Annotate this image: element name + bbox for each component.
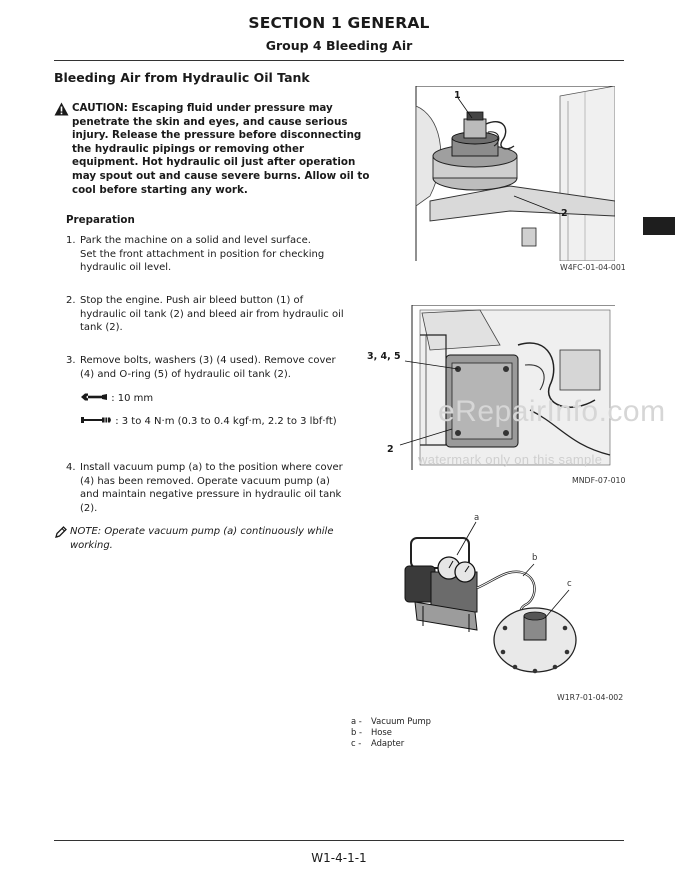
hydraulic-tank-cover-illustration (360, 305, 615, 470)
callout-2: 2 (387, 444, 394, 455)
legend-label: Vacuum Pump (371, 716, 431, 726)
callout-c: c (567, 579, 572, 589)
section-title: SECTION 1 GENERAL (248, 14, 430, 32)
footer-rule (54, 840, 624, 841)
legend-row (351, 716, 431, 727)
step-line: Remove bolts, washers (3) (4 used). Remove cover (80, 355, 336, 366)
note-line: NOTE: Operate vacuum pump (a) continuously while (70, 526, 334, 537)
step-line: Set the front attachment in position for checking (80, 248, 325, 260)
torque-spec (80, 415, 337, 427)
caution-line: CAUTION: Escaping fluid under pressure may (72, 102, 333, 114)
step-number: 4. (66, 462, 76, 473)
figure-tank-cover (360, 305, 615, 470)
legend-key: c - (351, 738, 362, 749)
vacuum-pump-illustration (395, 510, 620, 685)
step-line: (2). (80, 502, 98, 514)
wrench-icon (80, 392, 108, 402)
caution-line: cool before starting any work. (72, 183, 248, 196)
header-rule (54, 60, 624, 61)
legend-row (351, 727, 431, 738)
callout-1: 1 (454, 90, 461, 101)
step-line: tank (2). (80, 322, 123, 333)
figure-id: MNDF-07-010 (572, 476, 626, 485)
step-number: 2. (66, 295, 76, 306)
warning-triangle-icon (54, 102, 69, 116)
note-block (54, 525, 334, 553)
torque-value: : 3 to 4 N·m (0.3 to 0.4 kgf·m, 2.2 to 3 lbf·ft) (115, 416, 337, 427)
legend-key: b - (351, 727, 363, 738)
pencil-icon (54, 525, 68, 539)
step-number: 3. (66, 355, 76, 366)
hydraulic-tank-top-illustration (410, 86, 615, 261)
figure-legend (351, 716, 431, 750)
step-line: hydraulic oil tank (2) and bleed air from hydraulic oil (80, 308, 344, 320)
topic-title: Bleeding Air from Hydraulic Oil Tank (54, 70, 310, 85)
legend-label: Adapter (371, 738, 405, 749)
figure-vacuum-pump (395, 510, 620, 685)
figure-id: W4FC-01-04-001 (560, 263, 626, 272)
group-title: Group 4 Bleeding Air (265, 38, 413, 53)
legend-key: a - (351, 716, 362, 726)
section-tab-marker (643, 217, 675, 235)
legend-label: Hose (371, 727, 392, 738)
torque-wrench-icon (80, 415, 112, 425)
legend-row (351, 738, 431, 749)
caution-line: equipment. Hot hydraulic oil just after operation (72, 156, 356, 169)
watermark-site: eRepairInfo.com (438, 395, 666, 428)
page-number: W1-4-1-1 (311, 851, 367, 865)
figure-id: W1R7-01-04-002 (557, 693, 624, 702)
callout-a: a (474, 513, 480, 523)
watermark-sample: watermark only on this sample (418, 452, 603, 467)
caution-block (54, 102, 370, 197)
step-line: Stop the engine. Push air bleed button (1) of (80, 295, 304, 306)
step-line: (4) has been removed. Operate vacuum pump (a) (80, 475, 330, 487)
preparation-title: Preparation (66, 214, 135, 226)
step-number: 1. (66, 235, 76, 246)
callout-2: 2 (561, 208, 568, 219)
step-line: Install vacuum pump (a) to the position where cover (80, 462, 343, 473)
caution-line: the hydraulic pipings or removing other (72, 142, 305, 155)
caution-line: may spout out and cause severe burns. Allow oil to (72, 169, 370, 182)
caution-line: penetrate the skin and eyes, and cause serious (72, 115, 348, 128)
figure-air-bleed-button (410, 86, 615, 261)
callout-3-4-5: 3, 4, 5 (367, 351, 401, 362)
callout-b: b (532, 553, 538, 563)
wrench-size: : 10 mm (111, 393, 154, 404)
step-line: hydraulic oil level. (80, 262, 172, 273)
caution-line: injury. Release the pressure before disconnecting (72, 129, 362, 142)
step-line: Park the machine on a solid and level surface. (80, 235, 311, 246)
note-line: working. (70, 540, 113, 551)
step-line: and maintain negative pressure in hydraulic oil tank (80, 489, 342, 500)
step-line: (4) and O-ring (5) of hydraulic oil tank (2). (80, 368, 291, 380)
wrench-spec (80, 392, 153, 404)
